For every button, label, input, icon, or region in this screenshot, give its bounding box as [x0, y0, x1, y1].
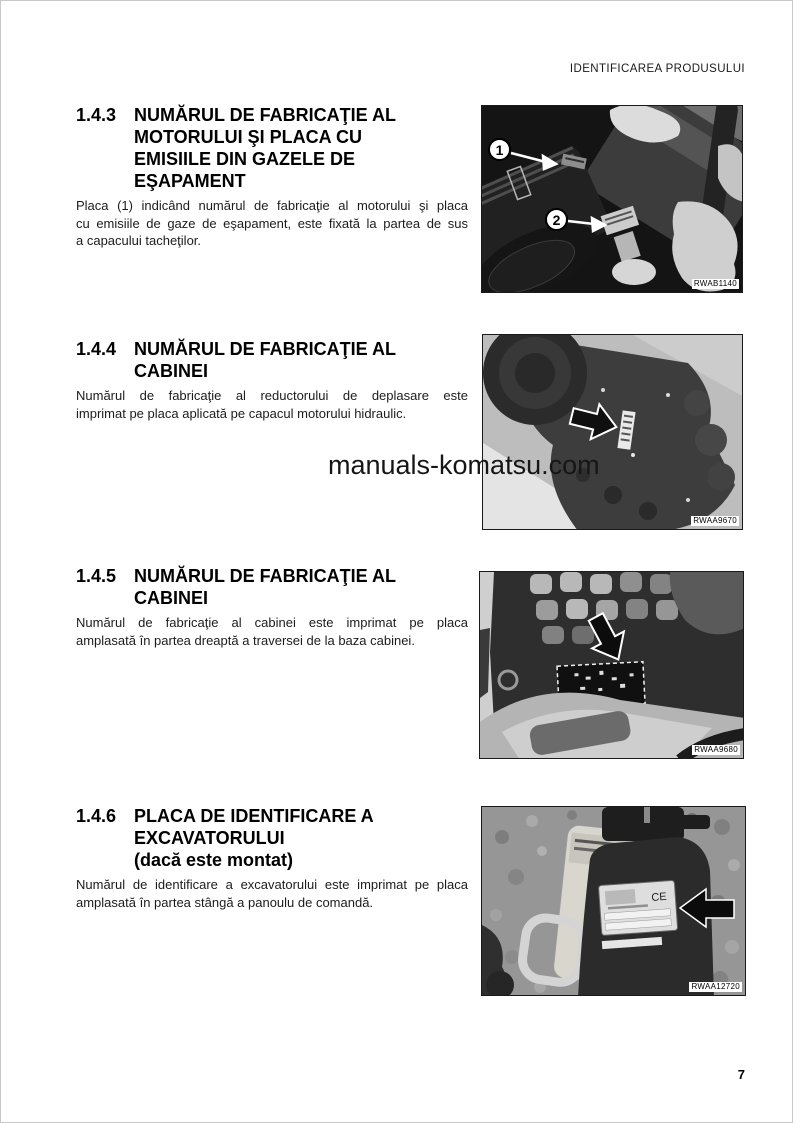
section-body: Placa (1) indicând numărul de fabricaţie al motorului şi placa cu emisiile de gaze de eşapament, este fixată la partea de sus a capacului tacheţilor. [76, 198, 468, 248]
figure-code-label: RWAA12720 [691, 982, 740, 991]
section-number: 1.4.5 [76, 566, 117, 586]
callout-1-marker: 1 [488, 138, 511, 161]
hydraulic-motor-photo-illustration [483, 335, 743, 530]
identification-plate [598, 880, 677, 935]
section-heading [76, 104, 468, 192]
figure-travel-reducer-photo [482, 334, 743, 530]
engine-photo-illustration [482, 106, 743, 293]
page-number: 7 [737, 1067, 745, 1082]
section-body: Numărul de fabricaţie al reductorului de deplasare este imprimat pe placa aplicată pe capacul motorului hidraulic. [76, 388, 468, 421]
section-heading [76, 565, 468, 609]
section-title: NUMĂRUL DE FABRICAŢIE AL CABINEI [134, 339, 396, 381]
watermark: manuals-komatsu.com [328, 450, 600, 480]
section-title: PLACA DE IDENTIFICARE A EXCAVATORULUI (dacă este montat) [134, 806, 374, 870]
section-number: 1.4.6 [76, 806, 117, 826]
section-body: Numărul de fabricaţie al cabinei este imprimat pe placa amplasată în partea dreaptă a traversei de la baza cabinei. [76, 615, 468, 648]
ce-mark: CE [650, 890, 668, 904]
figure-excavator-id-plate-photo [481, 806, 746, 996]
section-heading [76, 805, 468, 871]
section-number: 1.4.3 [76, 105, 117, 125]
excavator-panel-photo-illustration [482, 807, 746, 996]
figure-code-label: RWAB1140 [693, 279, 737, 288]
running-header: IDENTIFICAREA PRODUSULUI [569, 63, 745, 75]
section-1-4-4 [76, 338, 468, 422]
figure-code-label: RWAA9670 [693, 516, 737, 525]
section-1-4-6 [76, 805, 468, 911]
section-body: Numărul de identificare a excavatorului este imprimat pe placa amplasată în partea stângă a panoulu de comandă. [76, 877, 468, 910]
cab-base-photo-illustration [480, 572, 744, 759]
section-number: 1.4.4 [76, 339, 117, 359]
section-heading [76, 338, 468, 382]
section-title: NUMĂRUL DE FABRICAŢIE AL MOTORULUI ŞI PLACA CU EMISIILE DIN GAZELE DE EŞAPAMENT [134, 105, 396, 191]
figure-engine-serial-photo [481, 105, 743, 293]
figure-cab-serial-photo [479, 571, 744, 759]
section-title: NUMĂRUL DE FABRICAŢIE AL CABINEI [134, 566, 396, 608]
section-1-4-3 [76, 104, 468, 250]
section-1-4-5 [76, 565, 468, 649]
figure-code-label: RWAA9680 [694, 745, 738, 754]
callout-2-marker: 2 [545, 208, 568, 231]
